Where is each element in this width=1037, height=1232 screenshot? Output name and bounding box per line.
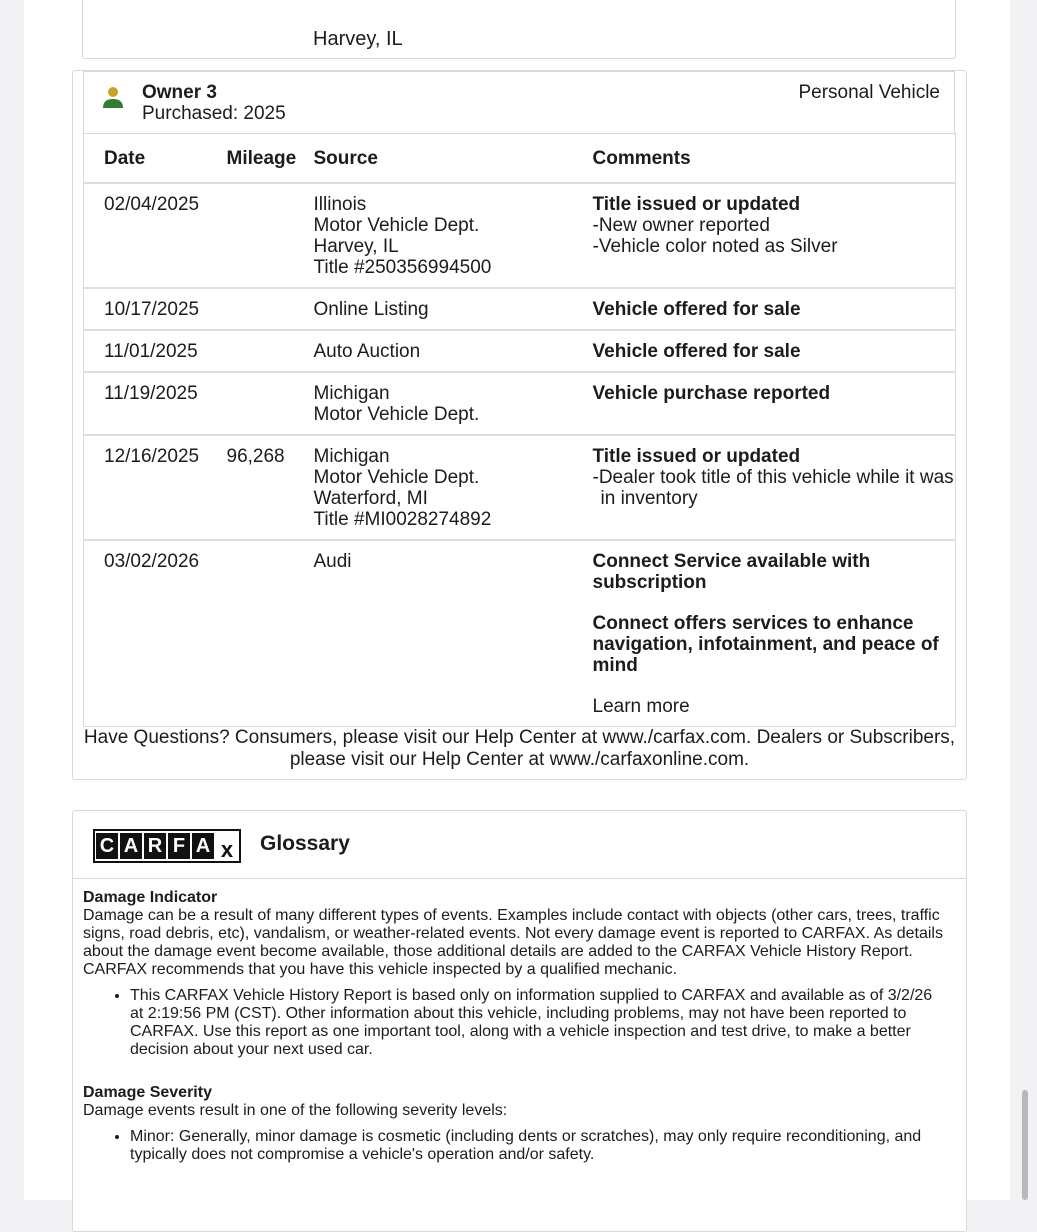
glossary-card (72, 810, 967, 1232)
column-header-source: Source (314, 134, 593, 184)
row-source (314, 540, 593, 727)
table-row (84, 183, 956, 288)
table-row (84, 435, 956, 540)
row-date: 11/19/2025 (84, 372, 227, 435)
owner-purchased-year: Purchased: 2025 (142, 103, 286, 124)
previous-owner-table-tail (82, 0, 956, 59)
comment-title: Vehicle offered for sale (592, 299, 801, 320)
glossary-body (83, 889, 948, 1164)
row-mileage (227, 183, 314, 288)
row-date: 10/17/2025 (84, 288, 227, 330)
source-line: Title #250356994500 (313, 257, 492, 278)
history-table (83, 133, 956, 727)
comment-item: -Vehicle color noted as Silver (592, 236, 838, 257)
row-source (314, 288, 593, 330)
row-mileage (227, 288, 314, 330)
row-comments (593, 372, 956, 435)
row-mileage (227, 372, 314, 435)
comment-title: Connect offers services to enhance navigation, infotainment, and peace of mind (592, 613, 939, 676)
column-header-date: Date (84, 134, 227, 184)
comment-title: Title issued or updated (592, 194, 801, 215)
table-row (84, 372, 956, 435)
row-date: 11/01/2025 (84, 330, 227, 372)
comment-item: -Dealer took title of this vehicle while it was in inventory (592, 467, 954, 509)
row-comments (593, 435, 956, 540)
column-header-comments: Comments (593, 134, 956, 184)
comment-item: -New owner reported (592, 215, 770, 236)
owner-vehicle-type: Personal Vehicle (798, 82, 940, 103)
table-row (84, 540, 956, 727)
owner-title: Owner 3 (142, 82, 217, 103)
column-header-mileage: Mileage (227, 134, 314, 184)
owner-3-card (72, 70, 967, 780)
row-comments (593, 330, 956, 372)
row-date: 03/02/2026 (84, 540, 227, 727)
source-line: Auto Auction (313, 341, 421, 362)
glossary-section (83, 889, 948, 1059)
source-line: Motor Vehicle Dept. (313, 404, 480, 425)
row-comments (593, 288, 956, 330)
source-line: Online Listing (313, 299, 429, 320)
source-line: Illinois (313, 194, 367, 215)
row-date: 02/04/2025 (84, 183, 227, 288)
source-line: Audi (313, 551, 352, 572)
row-comments (593, 183, 956, 288)
list-item: • This CARFAX Vehicle History Report is based only on information supplied to CARFAX and available as of 3/2/26 at 2:19:56 PM (CST). Other information about this vehicle, including problems, may not have been reported to CARFAX. Use this report as one important tool, along with a vehicle inspection and test drive, to make a better decision about your next used car. (130, 987, 948, 1059)
owner-header (83, 71, 955, 133)
row-source (314, 330, 593, 372)
source-line: Michigan (313, 446, 390, 467)
row-source (314, 435, 593, 540)
comment-title: Connect Service available with subscription (592, 551, 871, 593)
table-row (84, 288, 956, 330)
source-line: Motor Vehicle Dept. (313, 215, 480, 236)
source-line: Harvey, IL (313, 236, 399, 257)
carfax-logo: C A R F A x (93, 829, 241, 863)
comment-title: Vehicle offered for sale (592, 341, 801, 362)
person-icon (102, 86, 124, 110)
row-comments (593, 540, 956, 727)
section-body: Damage can be a result of many different types of events. Examples include contact with objects (other cars, trees, traffic signs, road debris, etc), vandalism, or weather-related events. Not every damage event is reported to CARFAX. As details about the damage event become available, those additional details are added to the CARFAX Vehicle History Report. CARFAX recommends that you have this vehicle inspected by a qualified mechanic. (83, 907, 943, 978)
table-row (84, 330, 956, 372)
row-source (314, 372, 593, 435)
row-mileage: 96,268 (227, 435, 314, 540)
glossary-header (73, 811, 966, 879)
section-bullets (83, 987, 948, 1059)
source-line: Waterford, MI (313, 488, 428, 509)
previous-owner-location: Harvey, IL (313, 28, 403, 50)
row-mileage (227, 540, 314, 727)
glossary-section (83, 1084, 948, 1164)
source-line: Title #MI0028274892 (313, 509, 492, 530)
glossary-title: Glossary (260, 832, 350, 855)
table-header-row (84, 134, 956, 184)
row-mileage (227, 330, 314, 372)
row-source (314, 183, 593, 288)
comment-title: Vehicle purchase reported (592, 383, 831, 404)
list-item: • Minor: Generally, minor damage is cosmetic (including dents or scratches), may only require reconditioning, and typically does not compromise a vehicle's operation and/or safety. (130, 1128, 948, 1164)
source-line: Michigan (313, 383, 390, 404)
section-bullets (83, 1128, 948, 1164)
source-line: Motor Vehicle Dept. (313, 467, 480, 488)
scrollbar[interactable] (1022, 1090, 1028, 1200)
comment-title: Title issued or updated (592, 446, 801, 467)
row-date: 12/16/2025 (84, 435, 227, 540)
learn-more-link[interactable]: Learn more (592, 696, 690, 717)
section-heading: Damage Severity (83, 1084, 212, 1101)
help-center-text: Have Questions? Consumers, please visit our Help Center at www./carfax.com. Dealers or Subscribers, please visit our Help Center at www./carfaxonline.com. (83, 727, 956, 770)
section-body: Damage events result in one of the following severity levels: (83, 1102, 508, 1119)
section-heading: Damage Indicator (83, 889, 218, 906)
